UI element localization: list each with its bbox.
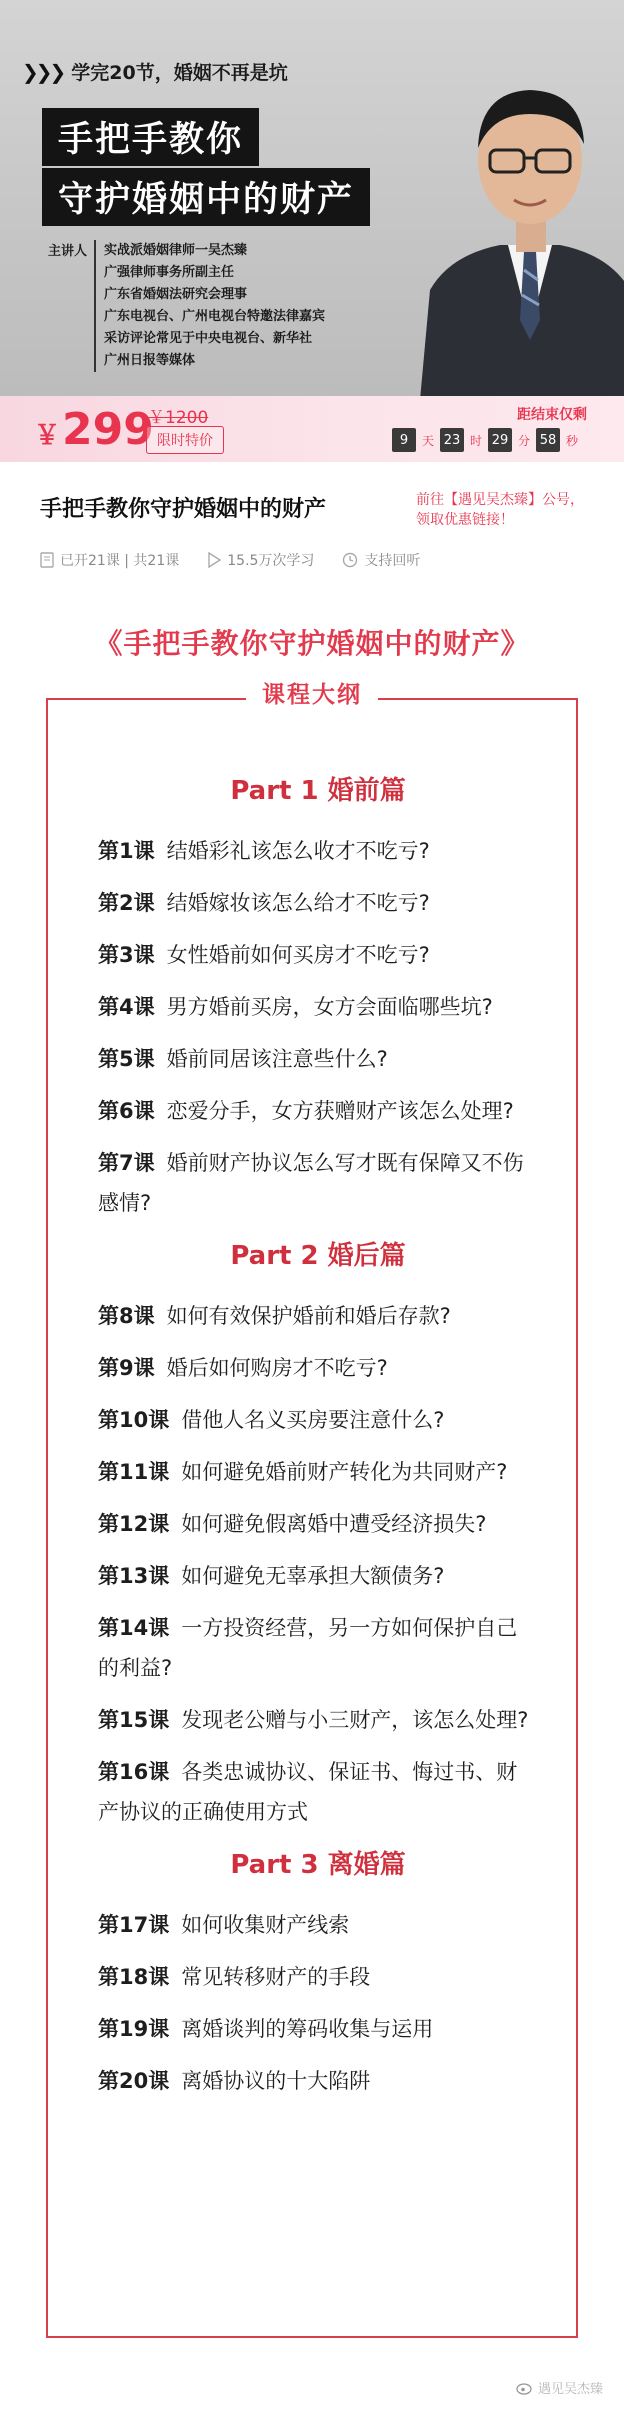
- currency-symbol: ￥: [34, 421, 61, 451]
- speaker-line: 广东省婚姻法研究会理事: [104, 287, 248, 302]
- watermark-text: 遇见吴杰臻: [538, 2382, 604, 2397]
- lesson-item: [98, 1091, 538, 1131]
- countdown-unit: 秒: [566, 433, 579, 448]
- lesson-number: 第15课: [98, 1708, 170, 1732]
- countdown-unit: 时: [470, 433, 483, 448]
- play-icon: [207, 552, 221, 568]
- speaker-label: 主讲人: [48, 244, 88, 259]
- promo-line: 前往【遇见吴杰臻】公号，: [416, 492, 584, 508]
- lesson-item: [98, 2061, 538, 2101]
- speaker-line: 采访评论常见于中央电视台、新华社: [104, 331, 313, 346]
- countdown-minutes: 29: [488, 428, 512, 452]
- lesson-number: 第20课: [98, 2069, 170, 2093]
- outline-heading-text: 课程大纲: [246, 676, 378, 709]
- lesson-item: [98, 987, 538, 1027]
- lesson-number: 第19课: [98, 2017, 170, 2041]
- lesson-number: 第14课: [98, 1616, 170, 1640]
- lesson-text: 离婚协议的十大陷阱: [181, 2069, 371, 2093]
- lesson-item: [98, 1556, 538, 1596]
- price-amount: 299: [62, 404, 154, 455]
- lesson-item: [98, 1700, 538, 1740]
- lesson-text: 结婚彩礼该怎么收才不吃亏?: [166, 839, 430, 863]
- speaker-line: 广州日报等媒体: [104, 353, 196, 368]
- lesson-item: [98, 1608, 538, 1688]
- part-title: Part 3 离婚篇: [230, 1850, 406, 1880]
- current-price: [34, 404, 154, 455]
- lesson-item: [98, 883, 538, 923]
- lesson-text: 如何收集财产线索: [181, 1913, 350, 1937]
- lessons-status: 已开21课 | 共21课: [60, 553, 180, 569]
- course-title: 手把手教你守护婚姻中的财产: [40, 497, 327, 522]
- lesson-number: 第12课: [98, 1512, 170, 1536]
- speaker-line: 实战派婚姻律师一吴杰臻: [104, 243, 248, 258]
- chevrons-icon: ❯❯❯: [22, 59, 64, 84]
- lesson-text: 发现老公赠与小三财产，该怎么处理?: [181, 1708, 529, 1732]
- countdown-seconds: 58: [536, 428, 560, 452]
- lessons-count: [40, 550, 179, 570]
- lesson-item: [98, 1752, 538, 1832]
- lesson-text: 婚后如何购房才不吃亏?: [166, 1356, 388, 1380]
- part-title: Part 1 婚前篇: [230, 776, 406, 806]
- lesson-text: 借他人名义买房要注意什么?: [181, 1408, 445, 1432]
- part-title: Part 2 婚后篇: [230, 1241, 406, 1271]
- course-banner: [0, 0, 624, 396]
- lesson-text: 常见转移财产的手段: [181, 1965, 371, 1989]
- lesson-number: 第4课: [98, 995, 155, 1019]
- lesson-text: 各类忠诚协议、保证书、悔过书、财产协议的正确使用方式: [98, 1760, 518, 1824]
- lesson-item: [98, 1504, 538, 1544]
- lesson-number: 第16课: [98, 1760, 170, 1784]
- promo-line: 领取优惠链接！: [416, 512, 514, 528]
- lesson-number: 第5课: [98, 1047, 155, 1071]
- lesson-number: 第7课: [98, 1151, 155, 1175]
- countdown-unit: 天: [422, 433, 435, 448]
- lesson-item: [98, 1905, 538, 1945]
- lesson-number: 第13课: [98, 1564, 170, 1588]
- countdown-unit: 分: [518, 433, 531, 448]
- lesson-text: 一方投资经营，另一方如何保护自己的利益?: [98, 1616, 518, 1680]
- lesson-number: 第3课: [98, 943, 155, 967]
- lesson-text: 男方婚前买房，女方会面临哪些坑?: [166, 995, 493, 1019]
- lesson-item: [98, 1452, 538, 1492]
- banner-tagline: [22, 58, 288, 85]
- lesson-number: 第17课: [98, 1913, 170, 1937]
- speaker-credentials: [94, 240, 325, 372]
- banner-title-line1: 手把手教你: [42, 108, 259, 166]
- lesson-item: [98, 1143, 538, 1223]
- course-outline: [98, 760, 538, 2113]
- replay-support: [342, 550, 420, 570]
- countdown-timer: [392, 428, 584, 452]
- replay-text: 支持回听: [364, 553, 421, 569]
- limited-offer-badge: 限时特价: [146, 426, 224, 454]
- watermark: [516, 2378, 603, 2397]
- lesson-text: 女性婚前如何买房才不吃亏?: [166, 943, 430, 967]
- lesson-text: 如何避免无辜承担大额债务?: [181, 1564, 445, 1588]
- countdown-label: 距结束仅剩: [517, 407, 587, 423]
- banner-title-line2: 守护婚姻中的财产: [42, 168, 370, 226]
- speaker-info: [48, 240, 325, 372]
- lesson-number: 第10课: [98, 1408, 170, 1432]
- lesson-number: 第2课: [98, 891, 155, 915]
- original-price: ￥1200: [148, 408, 209, 428]
- lesson-item: [98, 1348, 538, 1388]
- lesson-item: [98, 1039, 538, 1079]
- lesson-number: 第9课: [98, 1356, 155, 1380]
- lesson-text: 如何有效保护婚前和婚后存款?: [166, 1304, 451, 1328]
- study-count-text: 15.5万次学习: [227, 553, 315, 569]
- speaker-line: 广东电视台、广州电视台特邀法律嘉宾: [104, 309, 326, 324]
- lesson-number: 第18课: [98, 1965, 170, 1989]
- countdown-days: 9: [392, 428, 416, 452]
- document-icon: [40, 552, 54, 568]
- lesson-text: 如何避免假离婚中遭受经济损失?: [181, 1512, 487, 1536]
- outline-book-title: 《手把手教你守护婚姻中的财产》: [94, 627, 530, 660]
- lesson-text: 恋爱分手，女方获赠财产该怎么处理?: [166, 1099, 514, 1123]
- lesson-text: 婚前财产协议怎么写才既有保障又不伤感情?: [98, 1151, 524, 1215]
- tagline-text: 学完20节，婚姻不再是坑: [71, 62, 288, 84]
- study-count: [207, 550, 314, 570]
- lesson-item: [98, 2009, 538, 2049]
- countdown-hours: 23: [440, 428, 464, 452]
- outline-heading: [0, 676, 624, 709]
- lesson-item: [98, 1957, 538, 1997]
- lesson-text: 婚前同居该注意些什么?: [166, 1047, 388, 1071]
- lesson-number: 第11课: [98, 1460, 170, 1484]
- speaker-line: 广强律师事务所副主任: [104, 265, 235, 280]
- lesson-item: [98, 1296, 538, 1336]
- lesson-number: 第8课: [98, 1304, 155, 1328]
- lesson-text: 离婚谈判的筹码收集与运用: [181, 2017, 434, 2041]
- lesson-item: [98, 1400, 538, 1440]
- course-meta: [40, 550, 448, 570]
- replay-icon: [342, 552, 358, 568]
- lesson-text: 如何避免婚前财产转化为共同财产?: [181, 1460, 508, 1484]
- weibo-icon: [516, 2381, 534, 2395]
- lesson-number: 第6课: [98, 1099, 155, 1123]
- lesson-item: [98, 831, 538, 871]
- speaker-portrait: [420, 40, 624, 396]
- lesson-number: 第1课: [98, 839, 155, 863]
- promo-link[interactable]: [416, 490, 584, 530]
- lesson-item: [98, 935, 538, 975]
- lesson-text: 结婚嫁妆该怎么给才不吃亏?: [166, 891, 430, 915]
